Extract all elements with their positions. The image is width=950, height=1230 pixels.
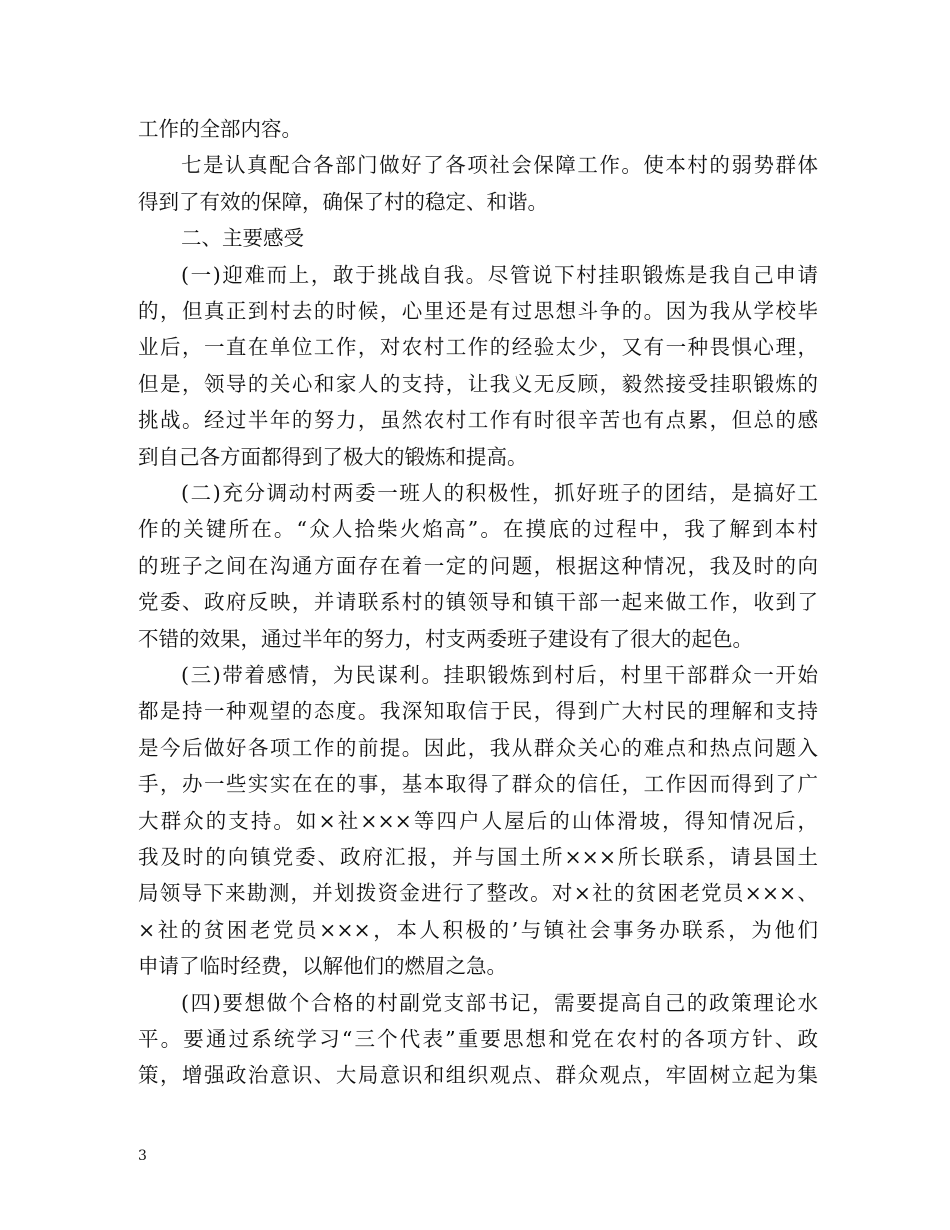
page-number: 3 bbox=[138, 1148, 147, 1164]
text-line: 工作的全部内容。 bbox=[138, 117, 302, 141]
text-line: 我及时的向镇党委、政府汇报，并与国土所×××所长联系，请县国土 bbox=[138, 845, 818, 869]
text-line: 平。要通过系统学习“三个代表”重要思想和党在农村的各项方针、政 bbox=[138, 1027, 818, 1051]
text-line: 是今后做好各项工作的前提。因此，我从群众关心的难点和热点问题入 bbox=[138, 735, 818, 760]
text-line: 作的关键所在。“众人拾柴火焰高”。在摸底的过程中，我了解到本村 bbox=[138, 517, 818, 542]
text-line: ×社的贫困老党员×××，本人积极的’与镇社会事务办联系，为他们 bbox=[138, 917, 818, 942]
text-line: 策，增强政治意识、大局意识和组织观点、群众观点，牢固树立起为集 bbox=[138, 1063, 818, 1088]
text-line: 申请了临时经费，以解他们的燃眉之急。 bbox=[138, 954, 507, 979]
text-line: 都是持一种观望的态度。我深知取信于民，得到广大村民的理解和支持 bbox=[138, 699, 818, 724]
text-line: 的，但真正到村去的时候，心里还是有过思想斗争的。因为我从学校毕 bbox=[138, 299, 818, 323]
text-line: 到自己各方面都得到了极大的锻炼和提高。 bbox=[138, 444, 528, 469]
text-line: (四)要想做个合格的村副党支部书记，需要提高自己的政策理论水 bbox=[181, 990, 818, 1015]
text-line: 的班子之间在沟通方面存在着一定的问题，根据这种情况，我及时的向 bbox=[138, 553, 818, 578]
text-line: 手，办一些实实在在的事，基本取得了群众的信任，工作因而得到了广 bbox=[138, 772, 818, 797]
text-line: 但是，领导的关心和家人的支持，让我义无反顾，毅然接受挂职锻炼的 bbox=[138, 371, 818, 396]
text-line: 大群众的支持。如×社×××等四户人屋后的山体滑坡，得知情况后， bbox=[138, 808, 818, 833]
section-heading: 二、主要感受 bbox=[181, 226, 304, 251]
text-line: (三)带着感情，为民谋利。挂职锻炼到村后，村里干部群众一开始 bbox=[181, 663, 818, 687]
text-line: 挑战。经过半年的努力，虽然农村工作有时很辛苦也有点累，但总的感 bbox=[138, 408, 818, 433]
text-line: (二)充分调动村两委一班人的积极性，抓好班子的团结，是搞好工 bbox=[181, 481, 818, 505]
text-line: 不错的效果，通过半年的努力，村支两委班子建设有了很大的起色。 bbox=[138, 626, 753, 651]
text-line: 业后，一直在单位工作，对农村工作的经验太少，又有一种畏惧心理， bbox=[138, 335, 818, 360]
text-line: (一)迎难而上，敢于挑战自我。尽管说下村挂职锻炼是我自己申请 bbox=[181, 262, 818, 287]
text-line: 得到了有效的保障，确保了村的稳定、和谐。 bbox=[138, 189, 548, 214]
text-line: 七是认真配合各部门做好了各项社会保障工作。使本村的弱势群体 bbox=[181, 153, 818, 178]
text-line: 党委、政府反映，并请联系村的镇领导和镇干部一起来做工作，收到了 bbox=[138, 590, 818, 615]
text-line: 局领导下来勘测，并划拨资金进行了整改。对×社的贫困老党员×××、 bbox=[138, 881, 818, 906]
